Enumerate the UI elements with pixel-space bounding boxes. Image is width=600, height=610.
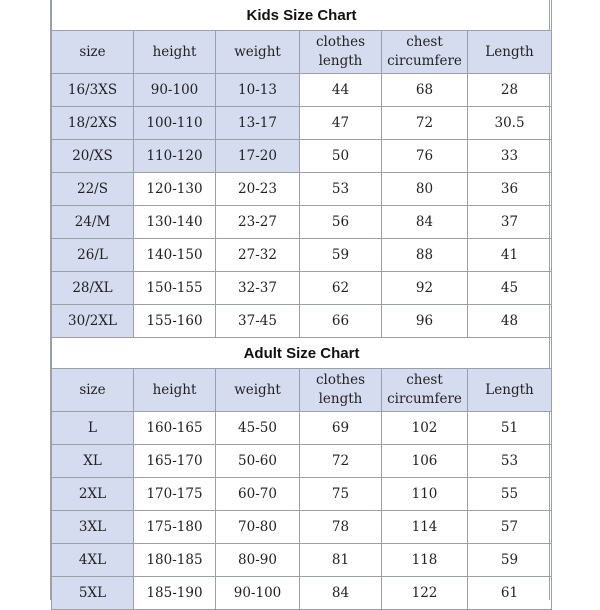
kids-header-length [468, 31, 552, 74]
adult-chart-title: Adult Size Chart [52, 338, 552, 369]
kids-cell-weight: 23-27 [216, 206, 300, 239]
adult-cell-weight: 80-90 [216, 544, 300, 577]
kids-header-size [52, 31, 134, 74]
adult-cell-weight: 60-70 [216, 478, 300, 511]
kids-cell-weight: 37-45 [216, 305, 300, 338]
kids-cell-height: 150-155 [134, 272, 216, 305]
kids-header-chest-circumference-line: chest [406, 34, 443, 50]
kids-cell-clothes-length: 56 [300, 206, 382, 239]
kids-cell-clothes-length: 44 [300, 74, 382, 107]
adult-cell-height: 165-170 [134, 445, 216, 478]
kids-header-chest-circumference-line: circumfere [387, 53, 462, 69]
kids-cell-clothes-length: 62 [300, 272, 382, 305]
adult-cell-clothes-length: 75 [300, 478, 382, 511]
kids-table-row [52, 107, 552, 140]
adult-table-row [52, 577, 552, 610]
kids-table-row [52, 173, 552, 206]
adult-cell-length: 57 [468, 511, 552, 544]
adult-header-size [52, 369, 134, 412]
kids-table-row [52, 140, 552, 173]
kids-header-chest-circumference [382, 31, 468, 74]
kids-cell-height: 100-110 [134, 107, 216, 140]
adult-table-row [52, 544, 552, 577]
adult-cell-chest-circumference: 102 [382, 412, 468, 445]
kids-cell-chest-circumference: 88 [382, 239, 468, 272]
adult-cell-clothes-length: 69 [300, 412, 382, 445]
kids-cell-weight: 32-37 [216, 272, 300, 305]
kids-table-row [52, 272, 552, 305]
adult-cell-height: 170-175 [134, 478, 216, 511]
kids-cell-length: 48 [468, 305, 552, 338]
adult-cell-chest-circumference: 106 [382, 445, 468, 478]
kids-header-clothes-length-line: length [318, 53, 363, 69]
adult-header-height [134, 369, 216, 412]
kids-cell-size: 28/XL [52, 272, 134, 305]
adult-table-row [52, 511, 552, 544]
kids-cell-weight: 10-13 [216, 74, 300, 107]
kids-cell-length: 30.5 [468, 107, 552, 140]
adult-cell-chest-circumference: 118 [382, 544, 468, 577]
adult-header-length [468, 369, 552, 412]
kids-cell-length: 33 [468, 140, 552, 173]
kids-table-row [52, 74, 552, 107]
kids-cell-height: 120-130 [134, 173, 216, 206]
kids-cell-length: 36 [468, 173, 552, 206]
adult-cell-size: 5XL [52, 577, 134, 610]
kids-table-row [52, 239, 552, 272]
adult-cell-height: 185-190 [134, 577, 216, 610]
kids-cell-length: 28 [468, 74, 552, 107]
kids-cell-size: 22/S [52, 173, 134, 206]
adult-header-chest-circumference-line: chest [406, 372, 443, 388]
adult-cell-length: 55 [468, 478, 552, 511]
adult-cell-length: 59 [468, 544, 552, 577]
kids-cell-size: 24/M [52, 206, 134, 239]
kids-cell-clothes-length: 66 [300, 305, 382, 338]
kids-cell-weight: 27-32 [216, 239, 300, 272]
kids-cell-clothes-length: 47 [300, 107, 382, 140]
adult-header-chest-circumference [382, 369, 468, 412]
size-chart-sheet [50, 0, 550, 600]
kids-cell-chest-circumference: 92 [382, 272, 468, 305]
kids-cell-weight: 20-23 [216, 173, 300, 206]
adult-header-weight-line: weight [234, 381, 281, 398]
kids-cell-size: 16/3XS [52, 74, 134, 107]
adult-header-clothes-length-line: clothes [315, 372, 366, 388]
kids-cell-length: 45 [468, 272, 552, 305]
kids-header-length-line: Length [485, 43, 534, 60]
adult-cell-weight: 45-50 [216, 412, 300, 445]
adult-cell-size: 3XL [52, 511, 134, 544]
adult-header-length-line: Length [485, 381, 534, 398]
kids-cell-length: 41 [468, 239, 552, 272]
adult-cell-size: 4XL [52, 544, 134, 577]
kids-cell-size: 20/XS [52, 140, 134, 173]
adult-header-clothes-length [300, 369, 382, 412]
adult-cell-height: 175-180 [134, 511, 216, 544]
adult-cell-size: 2XL [52, 478, 134, 511]
kids-chart-title: Kids Size Chart [52, 0, 552, 31]
kids-cell-height: 110-120 [134, 140, 216, 173]
kids-size-table [51, 0, 552, 338]
adult-header-weight [216, 369, 300, 412]
adult-cell-length: 61 [468, 577, 552, 610]
kids-cell-weight: 13-17 [216, 107, 300, 140]
kids-cell-size: 18/2XS [52, 107, 134, 140]
adult-header-chest-circumference-line: circumfere [387, 391, 462, 407]
adult-cell-chest-circumference: 114 [382, 511, 468, 544]
kids-table-row [52, 206, 552, 239]
kids-cell-chest-circumference: 72 [382, 107, 468, 140]
kids-header-clothes-length-line: clothes [315, 34, 366, 50]
adult-cell-clothes-length: 84 [300, 577, 382, 610]
kids-header-weight [216, 31, 300, 74]
adult-size-table [51, 338, 552, 610]
kids-cell-clothes-length: 50 [300, 140, 382, 173]
adult-header-size-line: size [79, 381, 106, 398]
adult-cell-chest-circumference: 110 [382, 478, 468, 511]
kids-header-weight-line: weight [234, 43, 281, 60]
kids-cell-chest-circumference: 68 [382, 74, 468, 107]
kids-cell-height: 130-140 [134, 206, 216, 239]
kids-cell-chest-circumference: 80 [382, 173, 468, 206]
adult-table-row [52, 412, 552, 445]
kids-cell-height: 140-150 [134, 239, 216, 272]
kids-cell-chest-circumference: 96 [382, 305, 468, 338]
kids-cell-chest-circumference: 76 [382, 140, 468, 173]
adult-cell-clothes-length: 78 [300, 511, 382, 544]
kids-cell-size: 26/L [52, 239, 134, 272]
kids-cell-clothes-length: 59 [300, 239, 382, 272]
adult-cell-clothes-length: 81 [300, 544, 382, 577]
adult-cell-weight: 50-60 [216, 445, 300, 478]
kids-cell-height: 155-160 [134, 305, 216, 338]
adult-cell-weight: 70-80 [216, 511, 300, 544]
kids-cell-clothes-length: 53 [300, 173, 382, 206]
adult-cell-clothes-length: 72 [300, 445, 382, 478]
adult-cell-weight: 90-100 [216, 577, 300, 610]
adult-table-row [52, 445, 552, 478]
kids-cell-size: 30/2XL [52, 305, 134, 338]
kids-header-clothes-length [300, 31, 382, 74]
adult-cell-size: XL [52, 445, 134, 478]
kids-cell-length: 37 [468, 206, 552, 239]
adult-cell-length: 53 [468, 445, 552, 478]
kids-cell-chest-circumference: 84 [382, 206, 468, 239]
adult-header-height-line: height [152, 381, 197, 398]
adult-cell-chest-circumference: 122 [382, 577, 468, 610]
adult-cell-length: 51 [468, 412, 552, 445]
kids-table-row [52, 305, 552, 338]
adult-header-clothes-length-line: length [318, 391, 363, 407]
kids-cell-height: 90-100 [134, 74, 216, 107]
adult-cell-size: L [52, 412, 134, 445]
adult-cell-height: 160-165 [134, 412, 216, 445]
kids-header-size-line: size [79, 43, 106, 60]
kids-cell-weight: 17-20 [216, 140, 300, 173]
adult-table-row [52, 478, 552, 511]
kids-header-height [134, 31, 216, 74]
kids-header-height-line: height [152, 43, 197, 60]
adult-cell-height: 180-185 [134, 544, 216, 577]
